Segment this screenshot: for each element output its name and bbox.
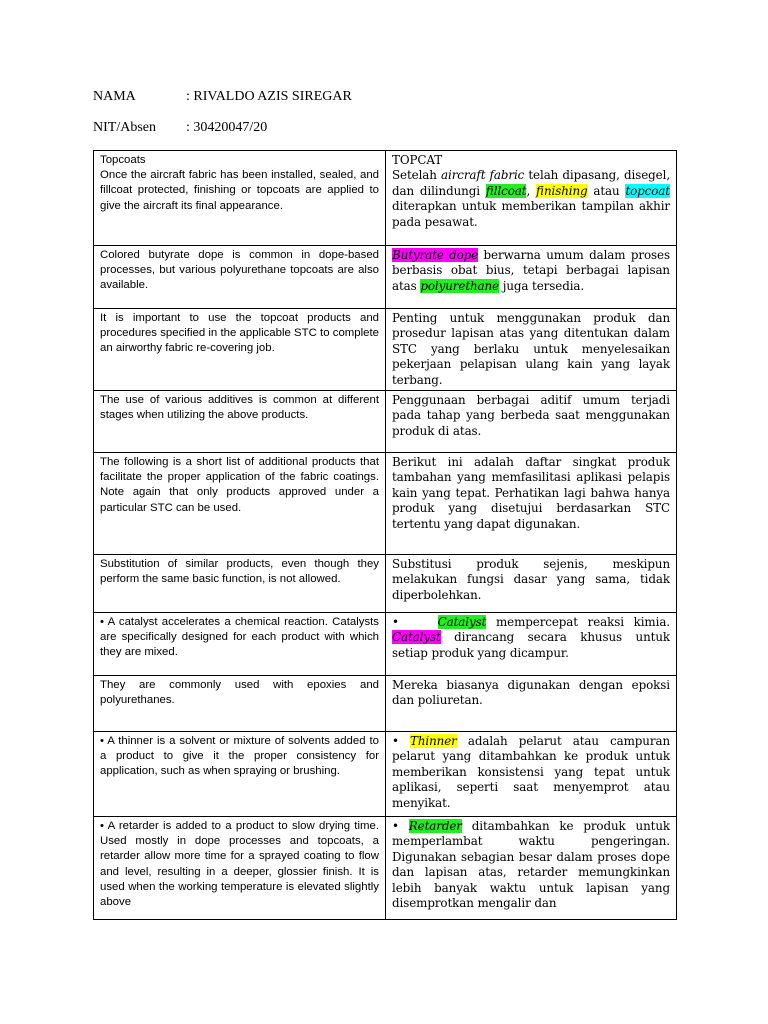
table-row bbox=[94, 453, 677, 555]
name-label: NAMA bbox=[93, 89, 136, 104]
indonesian-text: atau bbox=[587, 183, 626, 198]
term-catalyst: Catalyst bbox=[437, 615, 487, 629]
indonesian-text: diterapkan untuk memberikan tampilan akhir pada pesawat. bbox=[392, 199, 670, 229]
indonesian-cell bbox=[386, 391, 677, 453]
term-polyurethane: polyurethane bbox=[420, 278, 500, 293]
english-title: Topcoats bbox=[100, 154, 146, 166]
term-retarder: Retarder bbox=[408, 819, 462, 833]
indonesian-cell bbox=[386, 309, 677, 391]
indonesian-text: Mereka biasanya digunakan dengan epoksi dan poliuretan. bbox=[392, 678, 670, 708]
term-catalyst: Catalyst bbox=[392, 630, 441, 645]
indonesian-text: Substitusi produk sejenis, meskipun melakukan fungsi dasar yang sama, tidak diperbolehkan. bbox=[392, 557, 670, 602]
term-finishing: finishing bbox=[535, 183, 588, 198]
table-row bbox=[94, 391, 677, 453]
indonesian-text: , bbox=[526, 183, 536, 198]
english-text: • A catalyst accelerates a chemical reaction. Catalysts are specifically designed for each product with which they are mixed. bbox=[100, 616, 379, 659]
english-text: The use of various additives is common at different stages when utilizing the above products. bbox=[100, 394, 379, 422]
indonesian-text: Penggunaan berbagai aditif umum terjadi pada tahap yang berbeda saat menggunakan produk di atas. bbox=[392, 393, 670, 438]
english-cell bbox=[94, 817, 386, 920]
bullet: • bbox=[392, 734, 411, 748]
indonesian-text: mempercepat reaksi kimia. bbox=[486, 615, 670, 629]
indonesian-cell bbox=[386, 555, 677, 613]
english-text: Colored butyrate dope is common in dope-based processes, but various polyurethane topcoats are also available. bbox=[100, 249, 379, 292]
nit-row bbox=[93, 120, 267, 136]
bullet: • bbox=[392, 615, 438, 629]
table-row bbox=[94, 676, 677, 732]
table-row bbox=[94, 817, 677, 920]
term-butyrate-dope: Butyrate dope bbox=[392, 248, 479, 262]
name-value: : RIVALDO AZIS SIREGAR bbox=[186, 89, 352, 104]
english-text: • A retarder is added to a product to slow drying time. Used mostly in dope processes and topcoats, a retarder allow more time for a sprayed coating to flow and level, resulting in a deeper, glossier finish. It is used when the working temperature is elevated slightly above bbox=[100, 820, 379, 909]
name-row bbox=[93, 89, 352, 105]
table-row bbox=[94, 732, 677, 817]
english-cell bbox=[94, 555, 386, 613]
english-text: Once the aircraft fabric has been installed, sealed, and fillcoat protected, finishing or topcoats are applied to give the aircraft its final appearance. bbox=[100, 169, 379, 212]
english-cell bbox=[94, 309, 386, 391]
indonesian-text: Berikut ini adalah daftar singkat produk tambahan yang memfasilitasi aplikasi pelapis kain yang tepat. Perhatikan lagi bahwa hanya produk yang disetujui berdasarkan STC tertentu yang dapat digunakan. bbox=[392, 455, 670, 531]
nit-value: : 30420047/20 bbox=[186, 120, 268, 135]
english-cell bbox=[94, 732, 386, 817]
english-text: The following is a short list of additional products that facilitate the proper application of the fabric coatings. Note again that only products approved under a particular STC can be used. bbox=[100, 456, 379, 514]
indonesian-cell bbox=[386, 151, 677, 246]
english-cell bbox=[94, 676, 386, 732]
indonesian-cell bbox=[386, 453, 677, 555]
indonesian-cell bbox=[386, 817, 677, 920]
indonesian-text: telah dipasang, disegel, dan dilindungi bbox=[392, 168, 670, 198]
english-text: It is important to use the topcoat products and procedures specified in the applicable STC to complete an airworthy fabric re-covering job. bbox=[100, 312, 379, 355]
table-row bbox=[94, 555, 677, 613]
indonesian-cell bbox=[386, 613, 677, 676]
indonesian-text: dirancang secara khusus untuk setiap produk yang dicampur. bbox=[392, 630, 670, 660]
term-fillcoat: fillcoat bbox=[485, 183, 527, 198]
english-text: They are commonly used with epoxies and polyurethanes. bbox=[100, 679, 379, 707]
english-cell bbox=[94, 453, 386, 555]
table-row bbox=[94, 309, 677, 391]
indonesian-cell bbox=[386, 732, 677, 817]
english-cell bbox=[94, 151, 386, 246]
indonesian-title: TOPCAT bbox=[392, 153, 443, 167]
indonesian-text: adalah pelarut atau campuran pelarut yang ditambahkan ke produk untuk memberikan konsistensi yang tepat untuk aplikasi, seperti saat menyemprot atau menyikat. bbox=[392, 734, 670, 810]
english-cell bbox=[94, 246, 386, 309]
term-topcoat: topcoat bbox=[625, 183, 670, 198]
table-row bbox=[94, 246, 677, 309]
nit-label: NIT/Absen bbox=[93, 120, 156, 135]
bullet: • bbox=[392, 819, 409, 833]
indonesian-text: ditambahkan ke produk untuk memperlambat waktu pengeringan. Digunakan sebagian besar dalam proses dope dan lapisan atas, retarder memungkinkan lebih banyak waktu untuk lapisan yang disemprotkan mengalir dan bbox=[392, 819, 670, 911]
english-text: • A thinner is a solvent or mixture of solvents added to a product to give it the proper consistency for application, such as when spraying or brushing. bbox=[100, 735, 379, 778]
indonesian-cell bbox=[386, 246, 677, 309]
english-cell bbox=[94, 613, 386, 676]
term-thinner: Thinner bbox=[410, 734, 457, 748]
table-row bbox=[94, 151, 677, 246]
indonesian-text: berwarna umum dalam proses berbasis obat bius, tetapi berbagai lapisan atas bbox=[392, 248, 670, 293]
english-cell bbox=[94, 391, 386, 453]
term-aircraft-fabric: aircraft fabric bbox=[441, 168, 525, 183]
indonesian-text: Penting untuk menggunakan produk dan prosedur lapisan atas yang ditentukan dalam STC yang berlaku untuk menyelesaikan pekerjaan pelapisan ulang kain yang layak terbang. bbox=[392, 311, 670, 387]
table-row bbox=[94, 613, 677, 676]
indonesian-cell bbox=[386, 676, 677, 732]
translation-table bbox=[93, 150, 677, 920]
indonesian-text: juga tersedia. bbox=[499, 278, 585, 293]
english-text: Substitution of similar products, even though they perform the same basic function, is not allowed. bbox=[100, 558, 379, 586]
indonesian-text: Setelah bbox=[392, 168, 442, 183]
